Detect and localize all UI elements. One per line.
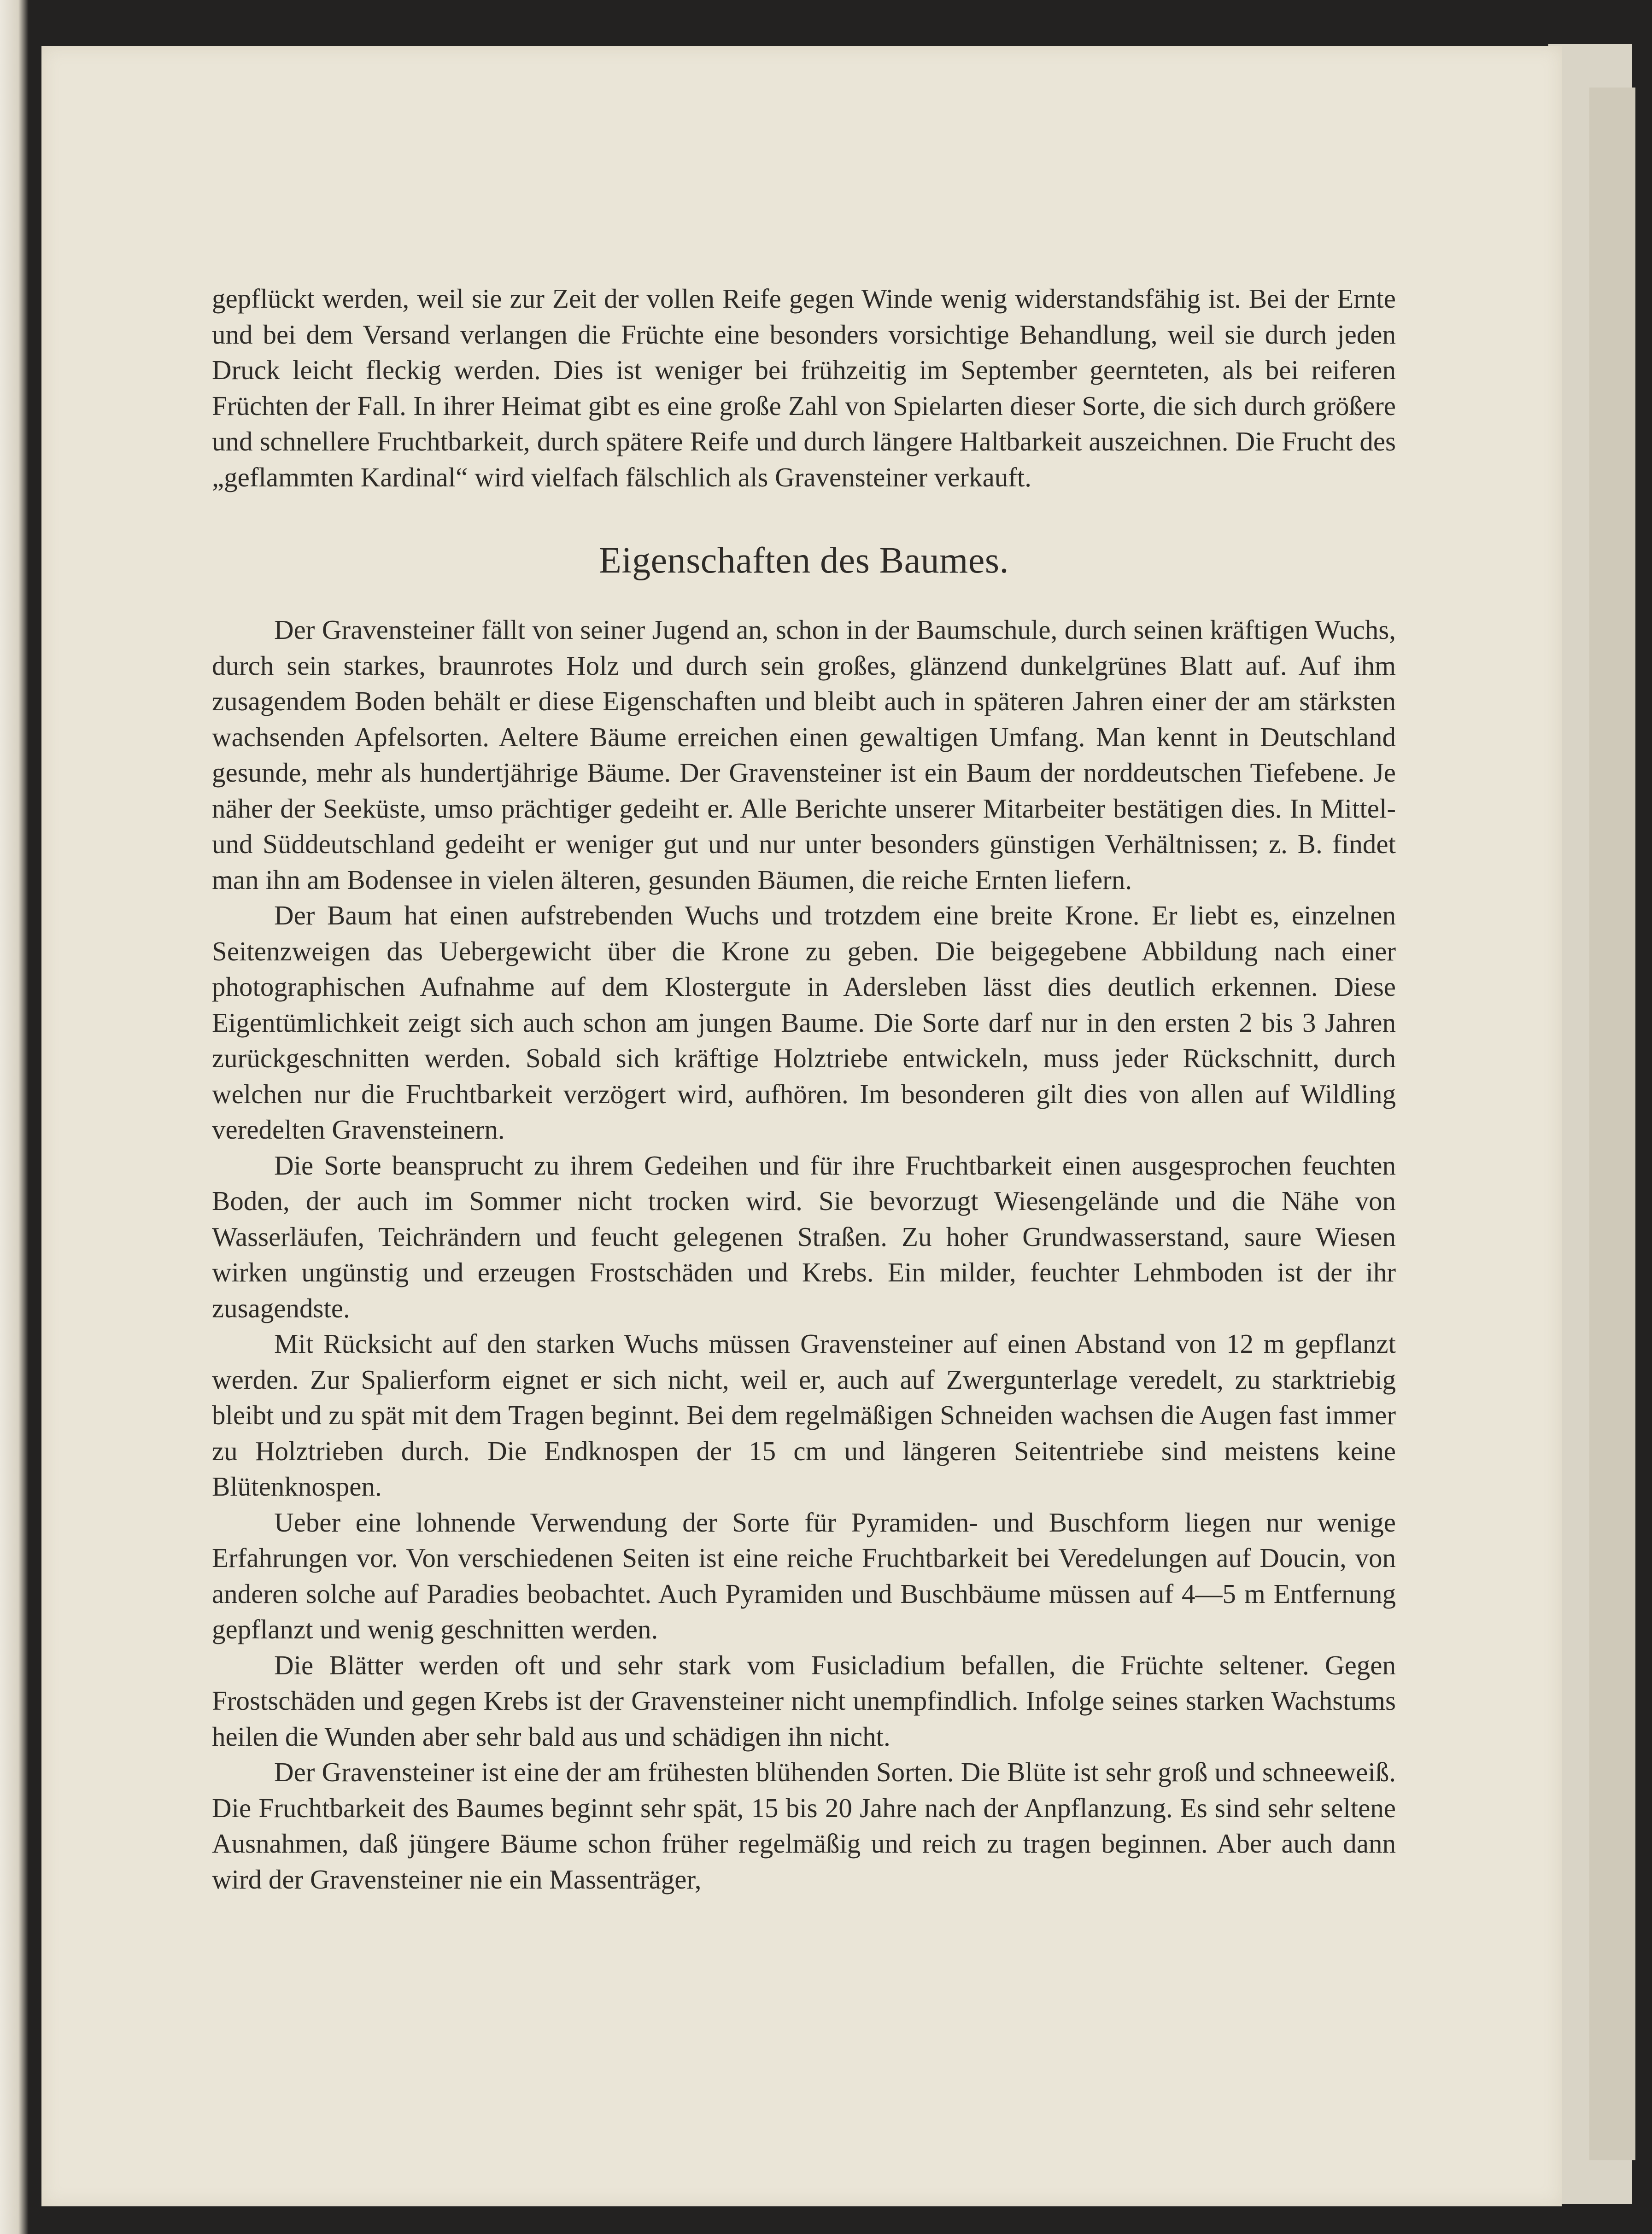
- book-page-edge: [0, 0, 29, 2234]
- book-page: [41, 46, 1562, 2206]
- body-paragraph: Ueber eine lohnende Verwendung der Sorte für Pyramiden- und Buschform liegen nur wenige Erfahrungen vor. Von verschiedenen Seiten ist eine reiche Fruchtbarkeit bei Veredelungen auf Doucin, von anderen solche auf Paradies beobachtet. Auch Pyramiden und Buschbäume müssen auf 4—5 m Entfernung gepflanzt und wenig geschnitten werden.: [212, 1507, 1396, 1644]
- section-heading: Eigenschaften des Baumes.: [599, 540, 1009, 581]
- intro-paragraph: gepflückt werden, weil sie zur Zeit der vollen Reife gegen Winde wenig widerstandsfähig ist. Bei der Ernte und bei dem Versand verlangen die Früchte eine besonders vorsichtige Behandlung, weil sie durch jeden Druck leicht fleckig werden. Dies ist weniger bei frühzeitig im September geernteten, als bei reiferen Früchten der Fall. In ihrer Heimat gibt es eine große Zahl von Spielarten dieser Sorte, die sich durch größere und schnellere Fruchtbarkeit, durch spätere Reife und durch längere Haltbarkeit auszeichnen. Die Frucht des „geflammten Kardinal“ wird vielfach fälschlich als Gravensteiner verkauft.: [212, 283, 1396, 492]
- body-paragraph: Mit Rücksicht auf den starken Wuchs müssen Gravensteiner auf einen Abstand von 12 m gepflanzt werden. Zur Spalierform eignet er sich nicht, weil er, auch auf Zwergunterlage veredelt, zu starktriebig bleibt und zu spät mit dem Tragen beginnt. Bei dem regelmäßigen Schneiden wachsen die Augen fast immer zu Holztrieben durch. Die Endknospen der 15 cm und längeren Seitentriebe sind meistens keine Blütenknospen.: [212, 1328, 1396, 1502]
- body-paragraph: Der Gravensteiner fällt von seiner Jugend an, schon in der Baumschule, durch seinen kräftigen Wuchs, durch sein starkes, braunrotes Holz und durch sein großes, glänzend dunkelgrünes Blatt auf. Auf ihm zusagendem Boden behält er diese Eigenschaften und bleibt auch in späteren Jahren einer der am stärksten wachsenden Apfelsorten. Aeltere Bäume erreichen einen gewaltigen Umfang. Man kennt in Deutschland gesunde, mehr als hundertjährige Bäume. Der Gravensteiner ist ein Baum der norddeutschen Tiefebene. Je näher der Seeküste, umso prächtiger gedeiht er. Alle Berichte unserer Mitarbeiter bestätigen dies. In Mittel- und Süddeutschland gedeiht er weniger gut und nur unter besonders günstigen Verhältnissen; z. B. findet man ihn am Bodensee in vielen älteren, gesunden Bäumen, die reiche Ernten liefern.: [212, 614, 1396, 895]
- next-page-edge-inner: [1589, 88, 1635, 2160]
- page-text-block: [212, 281, 1396, 1897]
- body-paragraph: Die Blätter werden oft und sehr stark vom Fusicladium befallen, die Früchte seltener. Gegen Frostschäden und gegen Krebs ist der Gravensteiner nicht unempfindlich. Infolge seines starken Wachstums heilen die Wunden aber sehr bald aus und schädigen ihn nicht.: [212, 1649, 1396, 1752]
- body-paragraph: Die Sorte beansprucht zu ihrem Gedeihen und für ihre Fruchtbarkeit einen ausgesprochen feuchten Boden, der auch im Sommer nicht trocken wird. Sie bevorzugt Wiesengelände und die Nähe von Wasserläufen, Teichrändern und feucht gelegenen Straßen. Zu hoher Grundwasserstand, saure Wiesen wirken ungünstig und erzeugen Frostschäden und Krebs. Ein milder, feuchter Lehmboden ist der ihr zusagendste.: [212, 1150, 1396, 1323]
- body-paragraph: Der Baum hat einen aufstrebenden Wuchs und trotzdem eine breite Krone. Er liebt es, einzelnen Seitenzweigen das Uebergewicht über die Krone zu geben. Die beigegebene Abbildung nach einer photographischen Aufnahme auf dem Klostergute in Adersleben lässt dies deutlich erkennen. Diese Eigentümlichkeit zeigt sich auch schon am jungen Baume. Die Sorte darf nur in den ersten 2 bis 3 Jahren zurückgeschnitten werden. Sobald sich kräftige Holztriebe entwickeln, muss jeder Rückschnitt, durch welchen nur die Fruchtbarkeit verzögert wird, aufhören. Im besonderen gilt dies von allen auf Wildling veredelten Gravensteinern.: [212, 900, 1396, 1145]
- body-paragraph: Der Gravensteiner ist eine der am frühesten blühenden Sorten. Die Blüte ist sehr groß und schneeweiß. Die Fruchtbarkeit des Baumes beginnt sehr spät, 15 bis 20 Jahre nach der Anpflanzung. Es sind sehr seltene Ausnahmen, daß jüngere Bäume schon früher regelmäßig und reich zu tragen beginnen. Aber auch dann wird der Gravensteiner nie ein Massenträger,: [212, 1757, 1396, 1895]
